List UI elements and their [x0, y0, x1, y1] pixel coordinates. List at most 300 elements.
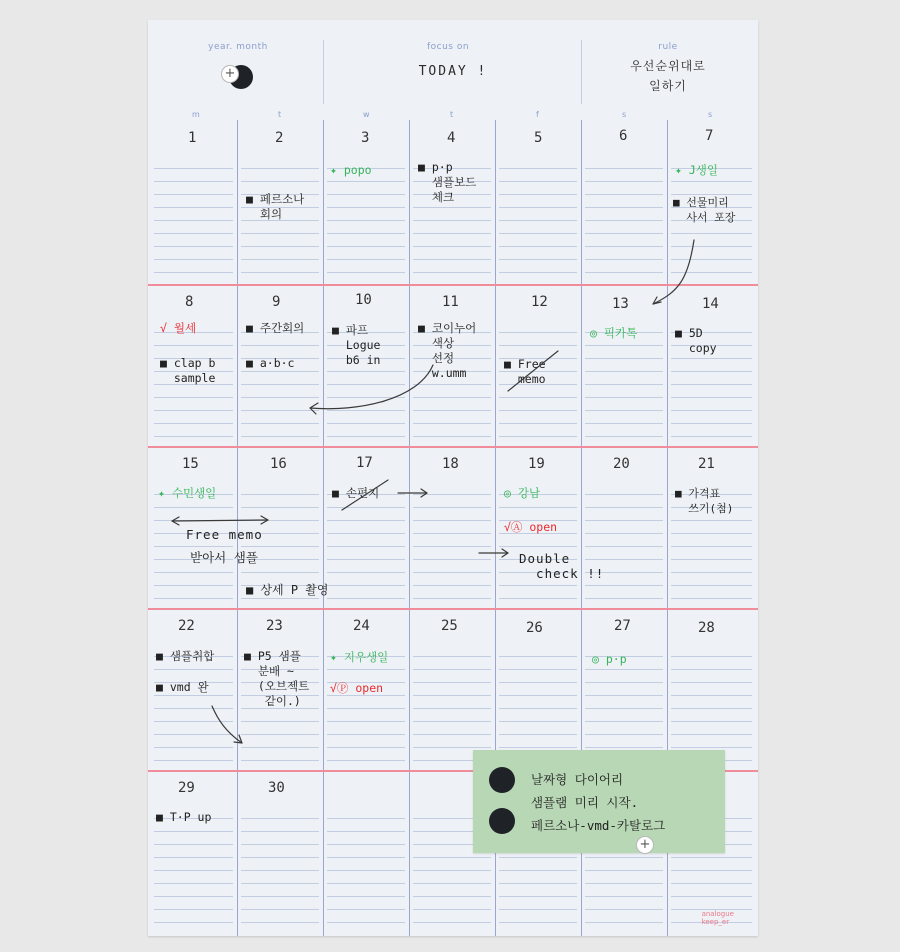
entry-d15-free-memo: Free memo	[186, 527, 263, 542]
ruled-line	[241, 423, 319, 424]
ruled-line	[413, 922, 491, 923]
day-number: 10	[355, 292, 372, 308]
ruled-line	[154, 423, 233, 424]
ruled-line	[499, 734, 577, 735]
entry-d15: ✦ 수민생일	[158, 486, 217, 500]
ruled-line	[327, 220, 405, 221]
ruled-line	[671, 870, 752, 871]
ruled-line	[154, 747, 233, 748]
entry-d29: ■ T·P up	[156, 810, 212, 824]
ruled-line	[241, 397, 319, 398]
weekday-wed: w	[363, 110, 370, 119]
ruled-line	[241, 870, 319, 871]
day-number: 7	[705, 128, 714, 144]
ruled-line	[413, 410, 491, 411]
week-divider	[148, 446, 758, 448]
column-divider	[323, 120, 324, 936]
ruled-line	[327, 721, 405, 722]
plus-icon[interactable]: +	[636, 836, 654, 854]
ruled-line	[499, 410, 577, 411]
ruled-line	[671, 598, 752, 599]
ruled-line	[499, 909, 577, 910]
ruled-line	[413, 896, 491, 897]
ruled-line	[327, 669, 405, 670]
day-number: 23	[266, 618, 283, 634]
brand-mark	[702, 910, 734, 926]
ruled-line	[585, 682, 663, 683]
ruled-line	[585, 345, 663, 346]
day-number: 8	[185, 294, 194, 310]
ruled-line	[241, 246, 319, 247]
ruled-line	[327, 507, 405, 508]
ruled-line	[499, 708, 577, 709]
ruled-line	[154, 410, 233, 411]
ruled-line	[671, 656, 752, 657]
ruled-line	[327, 520, 405, 521]
sticky-note	[473, 750, 725, 853]
ruled-line	[585, 194, 663, 195]
ruled-line	[413, 494, 491, 495]
ruled-line	[585, 259, 663, 260]
magnet-dot	[489, 767, 515, 793]
day-number: 17	[356, 455, 373, 471]
ruled-line	[499, 870, 577, 871]
entry-d11: ■ 코이누어 색상 선정 w.umm	[418, 321, 477, 380]
ruled-line	[327, 585, 405, 586]
ruled-line	[671, 371, 752, 372]
ruled-line	[413, 870, 491, 871]
ruled-line	[241, 546, 319, 547]
ruled-line	[327, 896, 405, 897]
ruled-line	[499, 233, 577, 234]
ruled-line	[241, 734, 319, 735]
ruled-line	[327, 410, 405, 411]
ruled-line	[671, 572, 752, 573]
ruled-line	[327, 598, 405, 599]
ruled-line	[327, 272, 405, 273]
ruled-line	[241, 922, 319, 923]
entry-d9: ■ a·b·c	[246, 356, 295, 370]
ruled-line	[327, 246, 405, 247]
ruled-line	[154, 168, 233, 169]
ruled-line	[413, 695, 491, 696]
week-divider	[148, 284, 758, 286]
ruled-line	[585, 857, 663, 858]
ruled-line	[671, 896, 752, 897]
ruled-line	[327, 533, 405, 534]
day-number: 6	[619, 128, 628, 144]
ruled-line	[499, 272, 577, 273]
focus-on-label: focus on	[426, 42, 470, 52]
rule-value: 우선순위대로 일하기	[630, 59, 706, 93]
ruled-line	[499, 259, 577, 260]
ruled-line	[327, 922, 405, 923]
ruled-line	[413, 533, 491, 534]
day-number: 24	[353, 618, 370, 634]
ruled-line	[413, 207, 491, 208]
ruled-line	[499, 220, 577, 221]
day-number: 18	[442, 456, 459, 472]
ruled-line	[585, 507, 663, 508]
ruled-line	[327, 831, 405, 832]
ruled-line	[154, 669, 233, 670]
ruled-line	[499, 181, 577, 182]
ruled-line	[585, 272, 663, 273]
ruled-line	[499, 507, 577, 508]
ruled-line	[327, 760, 405, 761]
entry-d16: ■ 상세 P 촬영	[246, 583, 329, 597]
day-number: 27	[614, 618, 631, 634]
ruled-line	[327, 559, 405, 560]
ruled-line	[413, 423, 491, 424]
sticky-line-2: 샘플램 미리 시작.	[531, 795, 639, 810]
ruled-line	[154, 181, 233, 182]
ruled-line	[241, 259, 319, 260]
ruled-line	[241, 721, 319, 722]
ruled-line	[413, 656, 491, 657]
ruled-line	[671, 747, 752, 748]
day-number: 22	[178, 618, 195, 634]
entry-d7: ■ 선물미리 사서 포장	[673, 196, 736, 224]
ruled-line	[154, 572, 233, 573]
entry-d12: ■ Free memo	[504, 357, 546, 386]
ruled-line	[671, 533, 752, 534]
ruled-line	[499, 345, 577, 346]
entry-d15-sample: 받아서 샘플	[190, 550, 258, 565]
rule-label: rule	[658, 42, 678, 52]
day-number: 15	[182, 456, 199, 472]
ruled-line	[671, 695, 752, 696]
ruled-line	[413, 585, 491, 586]
ruled-line	[671, 397, 752, 398]
ruled-line	[154, 345, 233, 346]
entry-d22-b: ■ vmd 완	[156, 680, 209, 694]
ruled-line	[241, 436, 319, 437]
ruled-line	[585, 220, 663, 221]
ruled-line	[671, 682, 752, 683]
ruled-line	[241, 410, 319, 411]
entry-d4: ■ p·p 샘플보드 체크	[418, 160, 477, 204]
entry-d23: ■ P5 샘플 분배 ~ (오브젝트 같이.)	[244, 649, 310, 708]
ruled-line	[327, 857, 405, 858]
ruled-line	[154, 844, 233, 845]
ruled-line	[671, 520, 752, 521]
ruled-line	[154, 546, 233, 547]
weekday-thu: t	[450, 110, 454, 119]
ruled-line	[499, 397, 577, 398]
ruled-line	[499, 332, 577, 333]
week-divider	[148, 608, 758, 610]
ruled-line	[585, 494, 663, 495]
ruled-line	[585, 721, 663, 722]
ruled-line	[154, 259, 233, 260]
ruled-line	[241, 272, 319, 273]
entry-d7-title: ✦ J생일	[675, 163, 718, 177]
ruled-line	[241, 384, 319, 385]
ruled-line	[241, 494, 319, 495]
ruled-line	[585, 669, 663, 670]
ruled-line	[413, 857, 491, 858]
ruled-line	[499, 669, 577, 670]
ruled-line	[154, 909, 233, 910]
entry-d13: ◎ 픽카톡	[590, 326, 638, 340]
ruled-line	[154, 585, 233, 586]
ruled-line	[241, 520, 319, 521]
column-divider	[409, 120, 410, 936]
ruled-line	[413, 272, 491, 273]
ruled-line	[499, 857, 577, 858]
ruled-line	[671, 358, 752, 359]
ruled-line	[154, 246, 233, 247]
ruled-line	[241, 345, 319, 346]
ruled-line	[671, 883, 752, 884]
ruled-line	[327, 207, 405, 208]
entry-d8-title: √ 월세	[160, 321, 197, 335]
ruled-line	[413, 747, 491, 748]
ruled-line	[241, 844, 319, 845]
ruled-line	[241, 818, 319, 819]
ruled-line	[413, 259, 491, 260]
day-number: 12	[531, 294, 548, 310]
ruled-line	[241, 181, 319, 182]
ruled-line	[327, 397, 405, 398]
ruled-line	[499, 598, 577, 599]
ruled-line	[585, 207, 663, 208]
day-number: 4	[447, 130, 456, 146]
ruled-line	[241, 883, 319, 884]
ruled-line	[585, 371, 663, 372]
entry-d19-open: √Ⓐ open	[504, 520, 558, 534]
ruled-line	[154, 397, 233, 398]
ruled-line	[154, 220, 233, 221]
ruled-line	[585, 233, 663, 234]
entry-d19-check: Double check !!	[519, 551, 605, 581]
ruled-line	[671, 384, 752, 385]
ruled-line	[585, 397, 663, 398]
ruled-line	[413, 669, 491, 670]
ruled-line	[585, 246, 663, 247]
brand-line-2: keep_er	[701, 918, 730, 926]
ruled-line	[499, 922, 577, 923]
ruled-line	[154, 857, 233, 858]
focus-value: TODAY !	[418, 64, 488, 79]
entry-d14: ■ 5D copy	[675, 326, 717, 355]
ruled-line	[499, 168, 577, 169]
ruled-line	[585, 585, 663, 586]
day-number: 29	[178, 780, 195, 796]
ruled-line	[327, 181, 405, 182]
header-divider	[581, 40, 582, 104]
ruled-line	[585, 168, 663, 169]
entry-d3: ✦ popo	[330, 163, 372, 177]
ruled-line	[327, 423, 405, 424]
ruled-line	[671, 734, 752, 735]
ruled-line	[241, 598, 319, 599]
weekday-sat: s	[622, 110, 627, 119]
ruled-line	[413, 233, 491, 234]
ruled-line	[413, 909, 491, 910]
ruled-line	[499, 682, 577, 683]
ruled-line	[413, 721, 491, 722]
entry-d8: ■ clap b sample	[160, 356, 216, 385]
weekday-mon: m	[192, 110, 200, 119]
ruled-line	[413, 546, 491, 547]
day-number: 2	[275, 130, 284, 146]
ruled-line	[327, 818, 405, 819]
ruled-line	[413, 384, 491, 385]
ruled-line	[499, 896, 577, 897]
ruled-line	[499, 207, 577, 208]
ruled-line	[413, 246, 491, 247]
ruled-line	[327, 194, 405, 195]
ruled-line	[585, 181, 663, 182]
ruled-line	[671, 272, 752, 273]
ruled-line	[241, 168, 319, 169]
ruled-line	[241, 371, 319, 372]
ruled-line	[413, 572, 491, 573]
entry-d27: ◎ p·p	[592, 652, 627, 666]
entry-d19-title: ◎ 강남	[504, 486, 541, 500]
ruled-line	[671, 546, 752, 547]
ruled-line	[671, 669, 752, 670]
ruled-line	[585, 384, 663, 385]
ruled-line	[241, 747, 319, 748]
ruled-line	[413, 559, 491, 560]
ruled-line	[413, 883, 491, 884]
ruled-line	[585, 695, 663, 696]
entry-d17: ■ 손편지	[332, 486, 380, 500]
ruled-line	[499, 747, 577, 748]
ruled-line	[671, 259, 752, 260]
ruled-line	[671, 585, 752, 586]
entry-d24-open: √Ⓟ open	[330, 681, 384, 695]
ruled-line	[671, 436, 752, 437]
ruled-line	[585, 598, 663, 599]
ruled-line	[154, 734, 233, 735]
ruled-line	[671, 857, 752, 858]
ruled-line	[154, 760, 233, 761]
ruled-line	[154, 721, 233, 722]
ruled-line	[154, 194, 233, 195]
day-number: 19	[528, 456, 545, 472]
ruled-line	[413, 397, 491, 398]
ruled-line	[585, 410, 663, 411]
entry-d2: ■ 페르소나 회의	[246, 192, 305, 221]
day-number: 5	[534, 130, 543, 146]
ruled-line	[585, 922, 663, 923]
ruled-line	[413, 708, 491, 709]
ruled-line	[327, 436, 405, 437]
ruled-line	[585, 423, 663, 424]
ruled-line	[241, 760, 319, 761]
ruled-line	[241, 831, 319, 832]
day-number: 20	[613, 456, 630, 472]
ruled-line	[413, 507, 491, 508]
entry-d21: ■ 가격표 쓰기(첨)	[675, 487, 734, 515]
day-number: 28	[698, 620, 715, 636]
day-number: 11	[442, 294, 459, 310]
ruled-line	[499, 695, 577, 696]
ruled-line	[671, 708, 752, 709]
day-number: 3	[361, 130, 370, 146]
ruled-line	[154, 883, 233, 884]
ruled-line	[585, 883, 663, 884]
ruled-line	[413, 682, 491, 683]
ruled-line	[499, 656, 577, 657]
weekday-tue: t	[278, 110, 282, 119]
plus-icon[interactable]: +	[221, 65, 239, 83]
ruled-line	[154, 708, 233, 709]
magnet-dot	[489, 808, 515, 834]
ruled-line	[499, 194, 577, 195]
day-number: 16	[270, 456, 287, 472]
ruled-line	[585, 358, 663, 359]
ruled-line	[671, 246, 752, 247]
sticky-line-3: 페르소나-vmd-카탈로그	[531, 818, 666, 833]
ruled-line	[585, 708, 663, 709]
ruled-line	[413, 734, 491, 735]
header-divider	[323, 40, 324, 104]
day-number: 26	[526, 620, 543, 636]
ruled-line	[671, 721, 752, 722]
ruled-line	[585, 533, 663, 534]
entry-d24-title: ✦ 지우생일	[330, 650, 389, 664]
ruled-line	[241, 233, 319, 234]
ruled-line	[585, 734, 663, 735]
ruled-line	[241, 572, 319, 573]
ruled-line	[327, 870, 405, 871]
ruled-line	[327, 883, 405, 884]
ruled-line	[154, 507, 233, 508]
ruled-line	[154, 207, 233, 208]
ruled-line	[671, 410, 752, 411]
ruled-line	[671, 233, 752, 234]
ruled-line	[241, 507, 319, 508]
ruled-line	[154, 831, 233, 832]
ruled-line	[154, 272, 233, 273]
ruled-line	[499, 423, 577, 424]
ruled-line	[241, 857, 319, 858]
ruled-line	[327, 546, 405, 547]
ruled-line	[327, 233, 405, 234]
ruled-line	[499, 883, 577, 884]
ruled-line	[499, 546, 577, 547]
ruled-line	[413, 598, 491, 599]
day-number: 14	[702, 296, 719, 312]
ruled-line	[585, 520, 663, 521]
ruled-line	[671, 181, 752, 182]
ruled-line	[499, 246, 577, 247]
ruled-line	[327, 747, 405, 748]
ruled-line	[585, 546, 663, 547]
ruled-line	[671, 423, 752, 424]
brand-line-1: analogue	[701, 910, 734, 918]
ruled-line	[241, 896, 319, 897]
ruled-line	[241, 909, 319, 910]
ruled-line	[154, 520, 233, 521]
ruled-line	[327, 384, 405, 385]
ruled-line	[154, 870, 233, 871]
entry-d10: ■ 파프 Logue b6 in	[332, 323, 381, 367]
day-number: 30	[268, 780, 285, 796]
entry-d22-a: ■ 샘플취합	[156, 649, 215, 663]
calendar-paper	[148, 20, 758, 936]
ruled-line	[671, 559, 752, 560]
day-number: 13	[612, 296, 629, 312]
ruled-line	[585, 436, 663, 437]
ruled-line	[154, 233, 233, 234]
ruled-line	[499, 436, 577, 437]
